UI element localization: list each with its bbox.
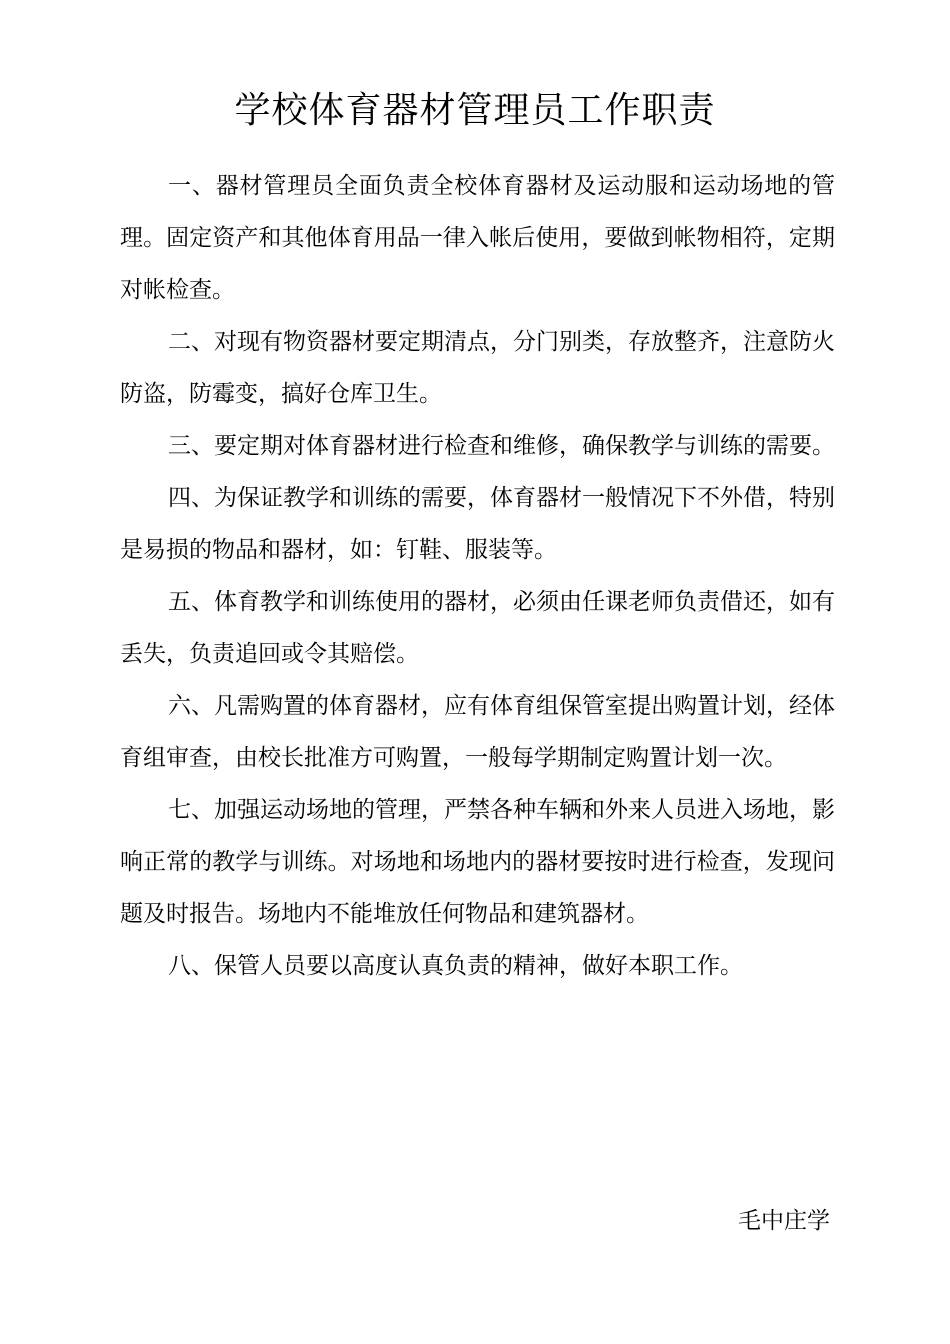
paragraph-5: 五、体育教学和训练使用的器材，必须由任课老师负责借还，如有丢失，负责追回或令其赔偿。 xyxy=(120,589,835,667)
paragraph-7: 七、加强运动场地的管理，严禁各种车辆和外来人员进入场地，影响正常的教学与训练。对场地和场地内的器材要按时进行检查，发现问题及时报告。场地内不能堆放任何物品和建筑器材。 xyxy=(120,797,835,927)
paragraph-8: 八、保管人员要以高度认真负责的精神，做好本职工作。 xyxy=(168,953,743,979)
paragraph-3: 三、要定期对体育器材进行检查和维修，确保教学与训练的需要。 xyxy=(168,433,835,459)
paragraph-4: 四、为保证教学和训练的需要，体育器材一般情况下不外借，特别是易损的物品和器材，如：钉鞋、服装等。 xyxy=(120,485,835,563)
paragraph-2: 二、对现有物资器材要定期清点，分门别类，存放整齐，注意防火防盗，防霉变，搞好仓库卫生。 xyxy=(120,329,835,407)
signature: 毛中庄学 xyxy=(738,1208,830,1234)
document-body xyxy=(120,160,835,992)
document-title: 学校体育器材管理员工作职责 xyxy=(234,90,716,131)
paragraph-1: 一、器材管理员全面负责全校体育器材及运动服和运动场地的管理。固定资产和其他体育用品一律入帐后使用，要做到帐物相符，定期对帐检查。 xyxy=(120,173,835,303)
paragraph-6: 六、凡需购置的体育器材，应有体育组保管室提出购置计划，经体育组审查，由校长批准方可购置，一般每学期制定购置计划一次。 xyxy=(120,693,835,771)
